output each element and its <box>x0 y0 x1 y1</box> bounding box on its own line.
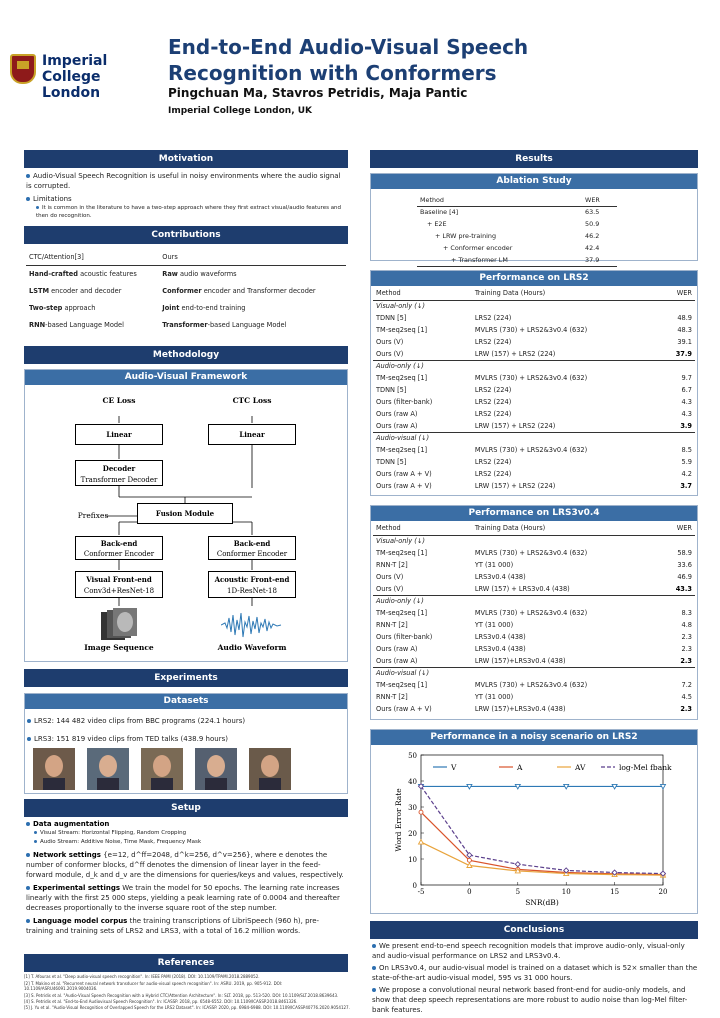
table-cell: Ours (V) <box>376 584 404 593</box>
abl-cell: + LRW pre-training <box>435 232 497 240</box>
table-cell: YT (31 000) <box>474 561 514 569</box>
table-cell: Ours (raw A) <box>376 421 418 430</box>
abl-cell: + E2E <box>427 220 447 228</box>
references-heading: References <box>24 954 348 972</box>
legend-label: V <box>451 763 457 772</box>
be2b: Conformer Encoder <box>216 550 288 558</box>
decoder-l1: Decoder <box>102 464 136 473</box>
table-cell: Visual-only (↓) <box>376 302 425 311</box>
table-cell: Audio-visual (↓) <box>373 667 472 679</box>
table-row <box>373 547 695 559</box>
contrib-cell: LSTM encoder and decoder <box>29 286 122 295</box>
dataset-lrs3 <box>27 734 345 744</box>
reference-item: [1] T. Afouras et al. "Deep audio-visual speech recognition". In: IEEE PAMI (2018). DOI: 10.1109/TPAMI.2018.2889052. <box>24 974 260 979</box>
data-point <box>515 784 520 789</box>
table-cell: TM-seq2seq [1] <box>376 609 428 617</box>
image-sequence-label: Image Sequence <box>84 643 154 652</box>
table-cell: RNN-T [2] <box>376 621 408 629</box>
table-cell: Ours (filter-bank) <box>376 398 433 406</box>
table-row <box>373 595 695 607</box>
table-cell <box>660 595 695 607</box>
table-cell: 48.3 <box>677 326 692 334</box>
table-cell: MVLRS (730) + LRS2&3v0.4 (632) <box>474 549 588 557</box>
noisy-title: Performance in a noisy scenario on LRS2 <box>371 730 697 745</box>
motivation-b2: Limitations <box>33 195 72 203</box>
lrs2-table <box>373 287 695 492</box>
table-cell: LRS2 (224) <box>474 398 512 406</box>
contrib-cell: Joint end-to-end training <box>162 303 246 312</box>
audio-waveform-label: Audio Waveform <box>217 643 287 652</box>
table-cell: RNN-T [2] <box>376 561 408 569</box>
table-row <box>373 679 695 691</box>
legend-label: A <box>517 763 523 772</box>
table-cell: LRS2 (224) <box>474 410 512 418</box>
visual-backend-box <box>75 536 163 560</box>
framework-title: Audio-Visual Framework <box>25 370 347 385</box>
table-row <box>373 312 695 324</box>
table-cell: 5.9 <box>681 458 692 466</box>
decoder-l2: Transformer Decoder <box>80 476 158 484</box>
c2: On LRS3v0.4, our audio-visual model is trained on a dataset which is 52× smaller than the state-of-the-art audio-visual model, 595 vs 31 000 hours. <box>372 964 698 982</box>
linear-box-2: Linear <box>208 424 296 445</box>
table-cell: Ours (raw A) <box>376 645 418 653</box>
table-cell: LRW (157) + LRS3v0.4 (438) <box>474 584 570 593</box>
table-row <box>373 535 695 547</box>
lrs3-title <box>371 506 697 521</box>
conclusions-heading: Conclusions <box>370 921 698 939</box>
bullet-icon <box>34 840 37 843</box>
bullet-icon <box>26 174 30 178</box>
table-cell: 43.3 <box>675 584 692 593</box>
legend-label: AV <box>575 763 586 772</box>
table-cell <box>660 667 695 679</box>
table-cell: Ours (filter-bank) <box>376 633 433 641</box>
exp: We train the model for 50 epochs. The learning rate increases linearly with the first 25 000 steps, yielding a peak learning rate of 0.0004 and thereafter decreases proportionally to the inverse square root of the step number. <box>26 884 340 912</box>
table-cell: Visual-only (↓) <box>376 537 425 546</box>
abl-h: WER <box>582 194 617 206</box>
table-cell <box>660 360 695 372</box>
table-row <box>373 643 695 655</box>
table-row <box>373 456 695 468</box>
visual-frontend-box <box>75 571 163 598</box>
table-cell: 2.3 <box>680 705 692 713</box>
table-row <box>373 703 695 715</box>
table-cell: LRS2 (224) <box>474 386 512 394</box>
table-cell: 39.1 <box>677 338 692 346</box>
table-cell: TM-seq2seq [1] <box>376 681 428 689</box>
setup-body <box>26 819 346 936</box>
contrib-cell: Two-step approach <box>29 303 96 312</box>
table-cell: RNN-T [2] <box>376 693 408 701</box>
reference-item: [3] S. Petridis et al. "Audio-Visual Speech Recognition with a Hybrid CTC/Attention Architecture". In: SLT. 2018, pp. 513-520. DOI: 10.1109/SLT.2018.8639643. <box>24 993 339 998</box>
y-tick-label: 50 <box>408 752 417 760</box>
contrib-cell: RNN-based Language Model <box>29 320 124 329</box>
table-header-cell: WER <box>660 522 695 535</box>
poster-header <box>0 0 720 140</box>
table-cell: Audio-visual (↓) <box>373 432 472 444</box>
data-point <box>419 840 424 845</box>
table-row <box>373 336 695 348</box>
table-row <box>373 468 695 480</box>
table-cell: TM-seq2seq [1] <box>376 374 428 382</box>
x-tick-label: 5 <box>515 888 521 896</box>
table-cell: LRS3v0.4 (438) <box>474 573 526 581</box>
datasets-box <box>24 693 348 794</box>
table-cell: 58.9 <box>677 549 692 557</box>
table-row <box>373 420 695 432</box>
table-cell: 48.9 <box>677 314 692 322</box>
bullet-icon <box>26 886 30 890</box>
exp-b: Experimental settings <box>33 884 121 892</box>
prefixes-label: Prefixes <box>77 511 109 520</box>
table-cell <box>472 300 660 312</box>
contrib-cell: Hand-crafted acoustic features <box>29 269 137 278</box>
ablation-title: Ablation Study <box>371 174 697 189</box>
table-row <box>373 631 695 643</box>
table-row <box>373 324 695 336</box>
table-cell: LRS2 (224) <box>474 314 512 322</box>
reference-item: [4] S. Petridis et al. "End-to-End Audiovisual Speech Recognition". In: ICASSP. 2018, pp. 6548-6552. DOI: 10.1109/ICASSP.2018.8461326. <box>24 999 298 1004</box>
lrs3-box <box>370 505 698 720</box>
table-cell: TM-seq2seq [1] <box>376 446 428 454</box>
table-cell: TDNN [5] <box>376 314 407 322</box>
table-header-cell: Method <box>373 522 472 535</box>
data-point <box>419 810 423 814</box>
table-cell: 6.7 <box>681 386 692 394</box>
aug1: Visual Stream: Horizontal Flipping, Random Cropping <box>40 830 187 836</box>
table-row <box>373 348 695 360</box>
bullet-icon <box>26 197 30 201</box>
table-cell: TDNN [5] <box>376 458 407 466</box>
abl-cell: + Transformer LM <box>417 254 582 266</box>
x-axis-label: SNR(dB) <box>525 898 559 907</box>
audio-waveform-icon <box>221 610 283 640</box>
table-cell: LRS3v0.4 (438) <box>474 633 526 641</box>
ablation-table <box>417 194 617 267</box>
dataset-lrs2 <box>27 716 345 726</box>
table-header-cell: Method <box>373 287 472 300</box>
abl-cell: 46.2 <box>585 232 600 240</box>
x-tick-label: 10 <box>561 888 571 896</box>
lrs3-table <box>373 522 695 715</box>
table-cell: LRW (157) + LRS2 (224) <box>474 421 556 430</box>
data-point <box>661 784 666 789</box>
table-cell: Ours (V) <box>376 573 404 581</box>
x-tick-label: 15 <box>610 888 620 896</box>
series-line-log-mel-fbank <box>421 786 663 873</box>
y-tick-label: 40 <box>408 778 417 786</box>
aug2: Audio Stream: Additive Noise, Time Mask, Frequency Mask <box>40 839 202 845</box>
aug: Data augmentation <box>33 820 110 828</box>
table-cell: LRS2 (224) <box>474 470 512 478</box>
table-cell: LRW (157) + LRS2 (224) <box>474 482 556 490</box>
table-row <box>373 372 695 384</box>
bullet-icon <box>372 988 376 992</box>
data-point <box>467 784 472 789</box>
d2: LRS3: 151 819 video clips from TED talks (438.9 hours) <box>34 735 228 743</box>
ce-loss-label: CE Loss <box>102 396 136 405</box>
table-cell: Ours (V) <box>376 338 404 346</box>
y-tick-label: 10 <box>408 856 417 864</box>
table-cell: MVLRS (730) + LRS2&3v0.4 (632) <box>474 326 588 334</box>
table-cell: YT (31 000) <box>474 621 514 629</box>
abl-cell: 37.9 <box>582 254 617 266</box>
net: {e=12, d^ff=2048, d^k=256, d^v=256}, where e denotes the number of conformer blocks, d^ff denotes the dimension of linear layer in the feed-forward module, d_k and d_v are the dimensions for queries/keys and values, respectively. <box>26 851 344 879</box>
lrs3-title-text: Performance on LRS3v0.4 <box>468 508 600 518</box>
af1: Acoustic Front-end <box>214 575 290 584</box>
table-cell: 4.2 <box>681 470 692 478</box>
table-cell: Ours (raw A + V) <box>376 705 432 713</box>
table-cell: LRS3v0.4 (438) <box>474 645 526 653</box>
lrs2-box <box>370 270 698 496</box>
table-row <box>373 444 695 456</box>
table-row <box>373 607 695 619</box>
table-cell: 7.2 <box>681 681 692 689</box>
be1a: Back-end <box>100 539 138 548</box>
lrs2-title: Performance on LRS2 <box>371 271 697 286</box>
table-cell: Audio-only (↓) <box>373 595 472 607</box>
table-cell: 2.3 <box>681 645 692 653</box>
table-cell: MVLRS (730) + LRS2&3v0.4 (632) <box>474 446 588 454</box>
decoder-box <box>75 460 163 486</box>
table-row <box>373 559 695 571</box>
table-row <box>373 408 695 420</box>
table-cell: Ours (V) <box>376 349 404 358</box>
table-cell: Ours (raw A) <box>376 410 418 418</box>
image-sequence-icon <box>101 608 141 642</box>
bullet-icon <box>26 822 30 826</box>
legend-label: log-Mel fbank <box>619 763 672 772</box>
abl-cell: 50.9 <box>585 220 600 228</box>
table-cell <box>660 300 695 312</box>
table-header-cell: Training Data (Hours) <box>472 522 660 535</box>
poster-title: End-to-End Audio-Visual Speech Recognition with Conformers <box>168 35 529 85</box>
bullet-icon <box>34 831 37 834</box>
table-cell: Ours (raw A + V) <box>376 470 432 478</box>
table-cell: LRW (157)+LRS3v0.4 (438) <box>474 705 566 713</box>
table-cell: 46.9 <box>677 573 692 581</box>
y-tick-label: 30 <box>408 804 417 812</box>
af2: 1D-ResNet-18 <box>227 587 277 595</box>
y-tick-label: 0 <box>412 882 417 890</box>
table-row <box>373 655 695 667</box>
speaker-thumbnails <box>33 748 313 790</box>
imperial-logo <box>10 53 140 101</box>
x-tick-label: 0 <box>467 888 472 896</box>
table-row <box>373 583 695 595</box>
table-cell: MVLRS (730) + LRS2&3v0.4 (632) <box>474 609 588 617</box>
table-header-cell: WER <box>660 287 695 300</box>
table-cell: MVLRS (730) + LRS2&3v0.4 (632) <box>474 374 588 382</box>
setup-heading: Setup <box>24 799 348 817</box>
table-row <box>373 691 695 703</box>
lm: the training transcriptions of LibriSpeech (960 h), pre-training and training sets of LRS2 and LRS3, with a total of 16.2 million words. <box>26 917 320 935</box>
fusion-box: Fusion Module <box>137 503 233 524</box>
contrib-col2: Ours <box>159 249 346 265</box>
table-row <box>373 619 695 631</box>
experiments-heading: Experiments <box>24 669 348 687</box>
table-row <box>373 667 695 679</box>
motivation-b1: Audio-Visual Speech Recognition is useful in noisy environments where the audio signal is corrupted. <box>26 172 341 190</box>
lm-b: Language model corpus <box>33 917 128 925</box>
data-point <box>564 784 569 789</box>
table-cell: 3.9 <box>680 421 692 430</box>
bullet-icon <box>27 737 31 741</box>
table-cell: LRW (157)+LRS3v0.4 (438) <box>474 656 566 665</box>
abl-cell: Baseline [4] <box>420 208 459 217</box>
table-cell <box>472 535 660 547</box>
logo-line2: London <box>42 85 101 101</box>
table-cell: LRW (157) + LRS2 (224) <box>474 349 556 358</box>
table-row <box>373 300 695 312</box>
table-cell: 4.3 <box>681 398 692 406</box>
bullet-icon <box>372 966 376 970</box>
plot-frame <box>421 755 663 885</box>
d1: LRS2: 144 482 video clips from BBC programs (224.1 hours) <box>34 717 246 725</box>
abl-h: Method <box>417 194 582 206</box>
vf2: Conv3d+ResNet-18 <box>83 587 155 595</box>
motivation-body <box>26 171 346 220</box>
table-cell: YT (31 000) <box>474 693 514 701</box>
table-cell: 4.3 <box>681 410 692 418</box>
c1: We present end-to-end speech recognition models that improve audio-only, visual-only and audio-visual performance on LRS2 and LRS3v0.4. <box>372 942 685 960</box>
table-cell: 9.7 <box>681 374 692 382</box>
data-point <box>612 784 617 789</box>
table-cell: TDNN [5] <box>376 386 407 394</box>
authors: Pingchuan Ma, Stavros Petridis, Maja Pantic <box>168 86 468 100</box>
net-b: Network settings <box>33 851 101 859</box>
table-row <box>373 432 695 444</box>
table-row <box>373 571 695 583</box>
table-cell: TM-seq2seq [1] <box>376 326 428 334</box>
bullet-icon <box>372 944 376 948</box>
logo-line1: Imperial College <box>42 53 108 85</box>
audio-backend-box <box>208 536 296 560</box>
table-cell: 8.5 <box>681 446 692 454</box>
table-cell: Ours (raw A + V) <box>376 482 432 490</box>
affiliation: Imperial College London, UK <box>168 106 313 116</box>
table-cell <box>660 535 695 547</box>
contributions-table <box>26 249 346 333</box>
table-cell <box>472 595 660 607</box>
x-tick-label: -5 <box>417 888 425 896</box>
c3: We propose a convolutional neural network based front-end for audio-only models, and show that deep speech representations are more robust to audio noise than log-Mel filter-bank features. <box>372 986 688 1014</box>
table-cell: LRS2 (224) <box>474 458 512 466</box>
contrib-col1: CTC/Attention[3] <box>26 249 159 265</box>
contrib-cell: Raw audio waveforms <box>162 269 237 278</box>
framework-box <box>24 369 348 662</box>
table-cell <box>472 667 660 679</box>
noisy-box <box>370 729 698 914</box>
table-cell <box>472 360 660 372</box>
methodology-heading: Methodology <box>24 346 348 364</box>
table-cell: 8.3 <box>681 609 692 617</box>
table-header-cell: Training Data (Hours) <box>472 287 660 300</box>
table-row <box>373 480 695 492</box>
reference-item: [2] T. Makino et al. "Recurrent neural network transducer for audio-visual speech recognition". In: ASRU. 2019, pp. 905-912. DOI: 10.1109/ASRU46091.2019.9004036. <box>24 981 283 991</box>
reference-item: [5] J. Yu et al. "Audio-Visual Recognition of Overlapped Speech for the LRS2 Dataset". In: ICASSP. 2020, pp. 6984-6988. DOI: 10.1109/ICASSP40776.2020.9054127. <box>24 1005 350 1010</box>
x-tick-label: 20 <box>658 888 668 896</box>
table-cell: TM-seq2seq [1] <box>376 549 428 557</box>
vf1: Visual Front-end <box>86 575 152 584</box>
contrib-cell: Transformer-based Language Model <box>162 320 287 329</box>
data-point <box>515 862 520 867</box>
table-cell: 3.7 <box>680 482 692 490</box>
table-cell: Audio-only (↓) <box>373 360 472 372</box>
data-point <box>467 858 471 862</box>
contributions-heading: Contributions <box>24 226 348 244</box>
motivation-heading: Motivation <box>24 150 348 168</box>
conclusions-body <box>372 941 698 1015</box>
table-row <box>373 384 695 396</box>
series-line-a <box>421 812 663 874</box>
linear-box-1: Linear <box>75 424 163 445</box>
table-cell <box>660 432 695 444</box>
ablation-box <box>370 173 698 264</box>
table-cell: 4.8 <box>681 621 692 629</box>
y-axis-label: Word Error Rate <box>394 788 403 852</box>
table-cell: 2.3 <box>680 656 692 665</box>
series-line-av <box>421 842 663 875</box>
abl-cell: 63.5 <box>585 208 600 217</box>
table-cell: 33.6 <box>677 561 692 569</box>
acoustic-frontend-box <box>208 571 296 598</box>
table-cell: 2.3 <box>681 633 692 641</box>
be1b: Conformer Encoder <box>83 550 155 558</box>
table-cell <box>472 432 660 444</box>
table-cell: 37.9 <box>675 349 692 358</box>
ctc-loss-label: CTC Loss <box>232 396 272 405</box>
bullet-icon <box>26 853 30 857</box>
table-cell: LRS2 (224) <box>474 338 512 346</box>
table-cell: MVLRS (730) + LRS2&3v0.4 (632) <box>474 681 588 689</box>
results-heading: Results <box>370 150 698 168</box>
motivation-b2a: It is common in the literature to have a two-step approach where they first extract visual/audio features and then do recognition. <box>36 205 342 219</box>
table-cell: 4.5 <box>681 693 692 701</box>
bullet-icon <box>27 719 31 723</box>
abl-cell: 42.4 <box>585 244 600 252</box>
bullet-icon <box>26 919 30 923</box>
table-cell: Ours (raw A) <box>376 656 418 665</box>
be2a: Back-end <box>233 539 271 548</box>
y-tick-label: 20 <box>408 830 417 838</box>
data-point <box>467 863 472 868</box>
datasets-title: Datasets <box>25 694 347 709</box>
crest-icon <box>10 54 36 84</box>
contrib-cell: Conformer encoder and Transformer decoder <box>162 286 316 295</box>
abl-cell: + Conformer encoder <box>443 244 513 252</box>
table-row <box>373 360 695 372</box>
table-row <box>373 396 695 408</box>
noisy-chart <box>371 745 697 913</box>
bullet-icon <box>36 206 39 209</box>
